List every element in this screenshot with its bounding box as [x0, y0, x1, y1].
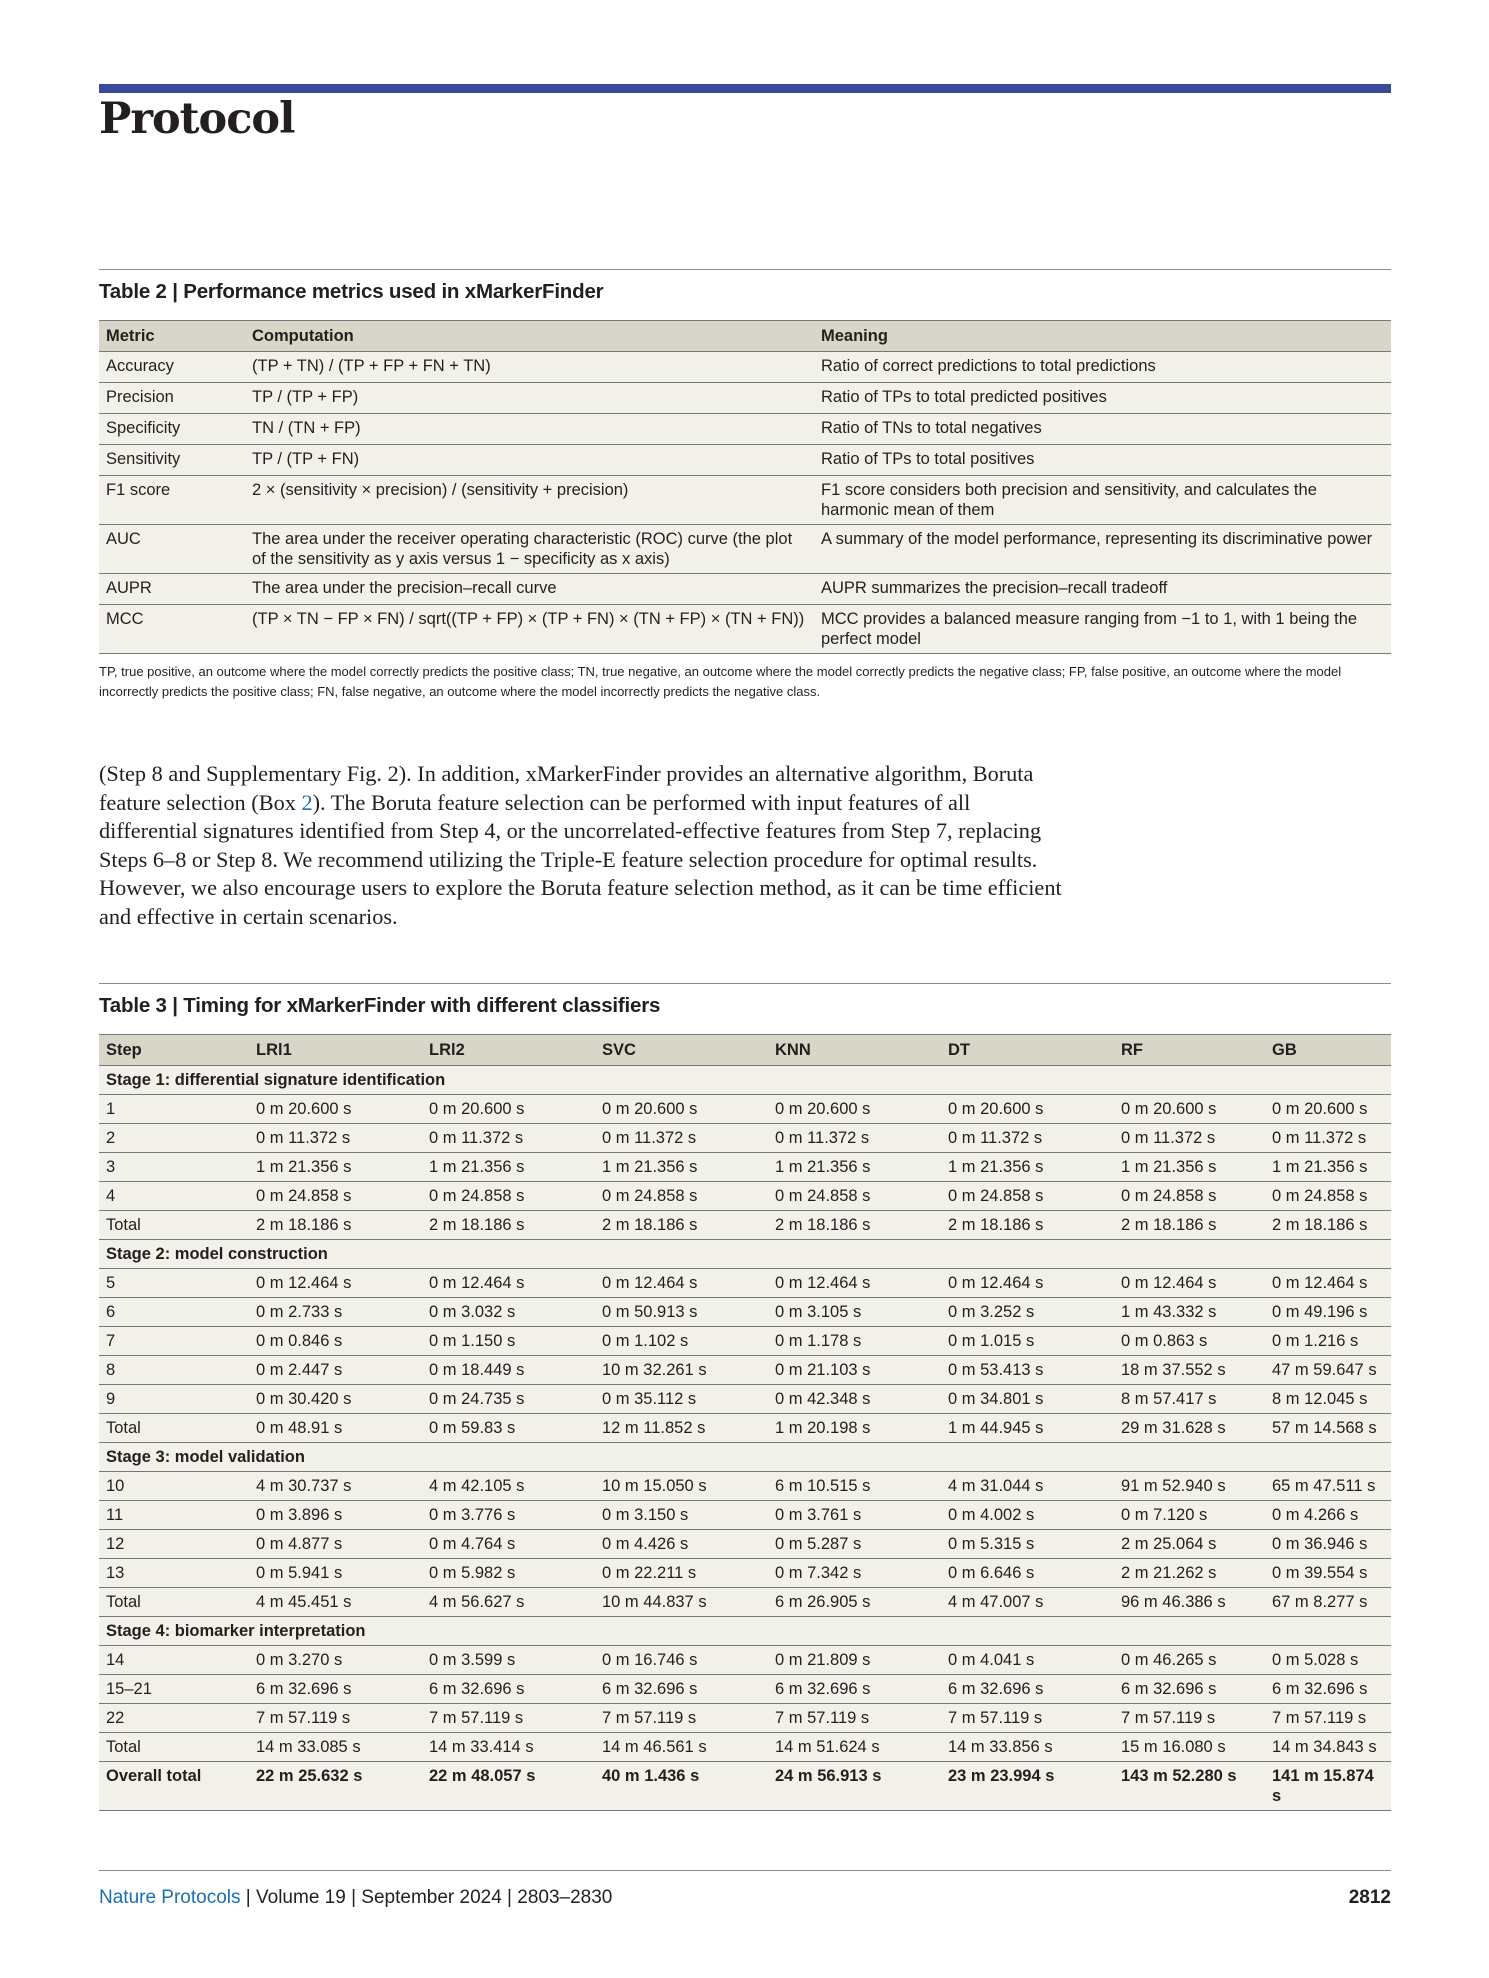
table-cell: 7 m 57.119 s [422, 1704, 595, 1733]
table-cell: 14 m 33.414 s [422, 1733, 595, 1762]
table-cell: 0 m 20.600 s [1265, 1095, 1391, 1124]
table-row [99, 1211, 1391, 1240]
table-2-header-row [99, 321, 1391, 352]
table-row [99, 414, 1391, 445]
table-cell: 2 m 18.186 s [595, 1211, 768, 1240]
table-cell: 91 m 52.940 s [1114, 1472, 1265, 1501]
table-cell: 2 m 18.186 s [941, 1211, 1114, 1240]
table-cell: 0 m 0.846 s [249, 1327, 422, 1356]
table-cell: The area under the precision–recall curve [245, 574, 814, 605]
table-cell: 6 m 32.696 s [768, 1675, 941, 1704]
table-cell: 0 m 20.600 s [768, 1095, 941, 1124]
table-cell: 0 m 20.600 s [941, 1095, 1114, 1124]
table-cell: 0 m 50.913 s [595, 1298, 768, 1327]
table-row [99, 1530, 1391, 1559]
table-cell: 1 [99, 1095, 249, 1124]
table-cell: 0 m 22.211 s [595, 1559, 768, 1588]
table-row [99, 1153, 1391, 1182]
column-header: LRl1 [249, 1035, 422, 1066]
table-cell: 4 m 56.627 s [422, 1588, 595, 1617]
table-cell: 0 m 42.348 s [768, 1385, 941, 1414]
table-cell: 6 m 26.905 s [768, 1588, 941, 1617]
table-cell: 12 m 11.852 s [595, 1414, 768, 1443]
table-row [99, 1733, 1391, 1762]
table-cell: AUPR summarizes the precision–recall tradeoff [814, 574, 1391, 605]
table-cell: 0 m 5.941 s [249, 1559, 422, 1588]
table-3-caption: Table 3 | Timing for xMarkerFinder with different classifiers [99, 994, 661, 1017]
table-cell: 0 m 24.858 s [1114, 1182, 1265, 1211]
table-cell: 96 m 46.386 s [1114, 1588, 1265, 1617]
table-cell: 0 m 21.809 s [768, 1646, 941, 1675]
table-cell: Total [99, 1211, 249, 1240]
table-cell: 0 m 3.776 s [422, 1501, 595, 1530]
table-row [99, 1646, 1391, 1675]
table-cell: 6 [99, 1298, 249, 1327]
table-2 [99, 320, 1391, 654]
table-cell: TP / (TP + FN) [245, 445, 814, 476]
table-cell: 0 m 11.372 s [249, 1124, 422, 1153]
column-header: Meaning [814, 321, 1391, 352]
table-cell: 0 m 3.599 s [422, 1646, 595, 1675]
table-row [99, 1414, 1391, 1443]
table-cell: 1 m 21.356 s [1114, 1153, 1265, 1182]
table-cell: 2 m 18.186 s [422, 1211, 595, 1240]
table-cell: 0 m 20.600 s [595, 1095, 768, 1124]
table-cell: 7 m 57.119 s [941, 1704, 1114, 1733]
table-cell: 0 m 2.447 s [249, 1356, 422, 1385]
table-row [99, 1501, 1391, 1530]
paragraph-text-start: (Step 8 and Supplementary Fig. 2). In addition, xMarkerFinder provides an alternative algorithm, Boruta feature selection (Box [99, 761, 1034, 815]
table-cell: 0 m 34.801 s [941, 1385, 1114, 1414]
column-header: LRl2 [422, 1035, 595, 1066]
table-cell: 0 m 24.858 s [249, 1182, 422, 1211]
table-row [99, 352, 1391, 383]
table-cell: 0 m 11.372 s [1265, 1124, 1391, 1153]
table-cell: 0 m 18.449 s [422, 1356, 595, 1385]
column-header: RF [1114, 1035, 1265, 1066]
table-cell: Accuracy [99, 352, 245, 383]
table-cell: Total [99, 1733, 249, 1762]
table-cell: 2 m 21.262 s [1114, 1559, 1265, 1588]
table-cell: 15 m 16.080 s [1114, 1733, 1265, 1762]
table-row [99, 1588, 1391, 1617]
table-cell: 0 m 11.372 s [941, 1124, 1114, 1153]
table-cell: 14 m 34.843 s [1265, 1733, 1391, 1762]
table-cell: 0 m 3.896 s [249, 1501, 422, 1530]
table-row [99, 1327, 1391, 1356]
table-cell: 0 m 35.112 s [595, 1385, 768, 1414]
table-cell: 0 m 2.733 s [249, 1298, 422, 1327]
table-cell: 2 m 18.186 s [249, 1211, 422, 1240]
table-3-header-row [99, 1035, 1391, 1066]
table-row [99, 605, 1391, 654]
paragraph-text-end: ). The Boruta feature selection can be performed with input features of all differential signatures identified from Step 4, or the uncorrelated-effective features from Step 7, replacing Steps 6–8 or Step 8. We recommend utilizing the Triple-E feature selection procedure for optimal results. However, we also encourage users to explore the Boruta feature selection method, as it can be time efficient and effective in certain scenarios. [99, 789, 1062, 929]
table-cell: 14 m 46.561 s [595, 1733, 768, 1762]
table-cell: A summary of the model performance, representing its discriminative power [814, 525, 1391, 574]
column-header: Metric [99, 321, 245, 352]
table-row [99, 1675, 1391, 1704]
table-cell: Ratio of TPs to total predicted positives [814, 383, 1391, 414]
table-cell: 0 m 7.342 s [768, 1559, 941, 1588]
table-cell: Precision [99, 383, 245, 414]
table-cell: 0 m 1.015 s [941, 1327, 1114, 1356]
footer-rule [99, 1870, 1391, 1871]
table-cell: 0 m 12.464 s [249, 1269, 422, 1298]
table-cell: 0 m 0.863 s [1114, 1327, 1265, 1356]
table-cell: 0 m 4.266 s [1265, 1501, 1391, 1530]
stage-heading-row [99, 1617, 1391, 1646]
table-cell: 6 m 10.515 s [768, 1472, 941, 1501]
table-cell: 3 [99, 1153, 249, 1182]
table-cell: (TP + TN) / (TP + FP + FN + TN) [245, 352, 814, 383]
table-cell: 8 m 12.045 s [1265, 1385, 1391, 1414]
table-cell: Overall total [99, 1762, 249, 1811]
table-cell: 0 m 1.150 s [422, 1327, 595, 1356]
table-cell: 0 m 5.287 s [768, 1530, 941, 1559]
table-cell: 0 m 4.041 s [941, 1646, 1114, 1675]
table-cell: 0 m 7.120 s [1114, 1501, 1265, 1530]
table-cell: 0 m 12.464 s [1114, 1269, 1265, 1298]
table-cell: 6 m 32.696 s [249, 1675, 422, 1704]
table-2-block [99, 269, 1391, 702]
table-cell: 0 m 16.746 s [595, 1646, 768, 1675]
table-cell: 9 [99, 1385, 249, 1414]
table-cell: 0 m 24.735 s [422, 1385, 595, 1414]
table-cell: 0 m 12.464 s [941, 1269, 1114, 1298]
table-row [99, 1472, 1391, 1501]
table-cell: 0 m 20.600 s [1114, 1095, 1265, 1124]
table-cell: 40 m 1.436 s [595, 1762, 768, 1811]
table-cell: 24 m 56.913 s [768, 1762, 941, 1811]
table-cell: 0 m 24.858 s [1265, 1182, 1391, 1211]
table-cell: 1 m 21.356 s [422, 1153, 595, 1182]
table-cell: 2 [99, 1124, 249, 1153]
table-cell: F1 score considers both precision and sensitivity, and calculates the harmonic mean of them [814, 476, 1391, 525]
page-number: 2812 [1348, 1887, 1391, 1908]
table-cell: 0 m 1.102 s [595, 1327, 768, 1356]
stage-heading-row [99, 1443, 1391, 1472]
table-row [99, 1298, 1391, 1327]
table-row [99, 1356, 1391, 1385]
table-row [99, 1704, 1391, 1733]
table-cell: Ratio of TNs to total negatives [814, 414, 1391, 445]
table-cell: 0 m 5.028 s [1265, 1646, 1391, 1675]
table-cell: Ratio of correct predictions to total predictions [814, 352, 1391, 383]
table-cell: 0 m 4.877 s [249, 1530, 422, 1559]
table-cell: Ratio of TPs to total positives [814, 445, 1391, 476]
table-cell: The area under the receiver operating characteristic (ROC) curve (the plot of the sensitivity as y axis versus 1 − specificity as x axis) [245, 525, 814, 574]
table-cell: 0 m 24.858 s [595, 1182, 768, 1211]
table-cell: 1 m 43.332 s [1114, 1298, 1265, 1327]
table-row [99, 1559, 1391, 1588]
table-cell: 14 m 51.624 s [768, 1733, 941, 1762]
journal-name-link[interactable]: Nature Protocols [99, 1887, 241, 1908]
table-cell: 1 m 20.198 s [768, 1414, 941, 1443]
table-cell: 1 m 21.356 s [595, 1153, 768, 1182]
column-header: SVC [595, 1035, 768, 1066]
table-cell: 0 m 3.270 s [249, 1646, 422, 1675]
table-row [99, 574, 1391, 605]
table-cell: 5 [99, 1269, 249, 1298]
table-cell: 4 [99, 1182, 249, 1211]
table-cell: 0 m 49.196 s [1265, 1298, 1391, 1327]
table-cell: 57 m 14.568 s [1265, 1414, 1391, 1443]
stage-heading: Stage 4: biomarker interpretation [99, 1617, 1391, 1646]
table-row [99, 445, 1391, 476]
table-cell: 22 m 48.057 s [422, 1762, 595, 1811]
table-row [99, 383, 1391, 414]
table-cell: 29 m 31.628 s [1114, 1414, 1265, 1443]
column-header: GB [1265, 1035, 1391, 1066]
table-cell: 0 m 24.858 s [422, 1182, 595, 1211]
stage-heading: Stage 2: model construction [99, 1240, 1391, 1269]
table-cell: 4 m 42.105 s [422, 1472, 595, 1501]
table-cell: 0 m 6.646 s [941, 1559, 1114, 1588]
column-header: Computation [245, 321, 814, 352]
stage-heading-row [99, 1240, 1391, 1269]
table-cell: (TP × TN − FP × FN) / sqrt((TP + FP) × (TP + FN) × (TN + FP) × (TN + FN)) [245, 605, 814, 654]
table-row [99, 1385, 1391, 1414]
table-cell: 2 m 18.186 s [1265, 1211, 1391, 1240]
table-cell: 11 [99, 1501, 249, 1530]
table-cell: 65 m 47.511 s [1265, 1472, 1391, 1501]
table-cell: TP / (TP + FP) [245, 383, 814, 414]
table-cell: 0 m 12.464 s [595, 1269, 768, 1298]
table-cell: F1 score [99, 476, 245, 525]
stage-heading: Stage 1: differential signature identification [99, 1066, 1391, 1095]
table-row [99, 1095, 1391, 1124]
table-cell: 15–21 [99, 1675, 249, 1704]
table-2-footnote: TP, true positive, an outcome where the model correctly predicts the positive class; TN, true negative, an outcome where the model correctly predicts the negative class; FP, false positive, an outcome where the model incorrectly predicts the positive class; FN, false negative, an outcome where the model incorrectly predicts the negative class. [99, 664, 1342, 699]
table-3-top-rule [99, 983, 1391, 984]
table-cell: 7 m 57.119 s [595, 1704, 768, 1733]
table-cell: Specificity [99, 414, 245, 445]
table-cell: 23 m 23.994 s [941, 1762, 1114, 1811]
table-cell: 0 m 39.554 s [1265, 1559, 1391, 1588]
table-cell: 7 m 57.119 s [1114, 1704, 1265, 1733]
table-cell: 0 m 11.372 s [422, 1124, 595, 1153]
table-cell: 1 m 21.356 s [941, 1153, 1114, 1182]
footer-citation [99, 1887, 612, 1909]
box-reference-link[interactable]: 2 [301, 789, 313, 815]
table-cell: 0 m 12.464 s [422, 1269, 595, 1298]
table-cell: 10 m 15.050 s [595, 1472, 768, 1501]
table-cell: 1 m 44.945 s [941, 1414, 1114, 1443]
table-cell: 1 m 21.356 s [768, 1153, 941, 1182]
table-cell: 0 m 4.426 s [595, 1530, 768, 1559]
table-cell: 14 m 33.085 s [249, 1733, 422, 1762]
table-cell: 0 m 21.103 s [768, 1356, 941, 1385]
table-cell: 1 m 21.356 s [1265, 1153, 1391, 1182]
table-cell: 0 m 5.315 s [941, 1530, 1114, 1559]
column-header: DT [941, 1035, 1114, 1066]
table-cell: 8 [99, 1356, 249, 1385]
table-cell: 2 m 18.186 s [1114, 1211, 1265, 1240]
table-cell: 6 m 32.696 s [1265, 1675, 1391, 1704]
table-cell: 12 [99, 1530, 249, 1559]
table-cell: 2 m 25.064 s [1114, 1530, 1265, 1559]
table-cell: 0 m 11.372 s [768, 1124, 941, 1153]
table-cell: 6 m 32.696 s [595, 1675, 768, 1704]
table-cell: 4 m 30.737 s [249, 1472, 422, 1501]
table-cell: 4 m 45.451 s [249, 1588, 422, 1617]
table-cell: 14 m 33.856 s [941, 1733, 1114, 1762]
table-cell: 8 m 57.417 s [1114, 1385, 1265, 1414]
table-cell: 0 m 36.946 s [1265, 1530, 1391, 1559]
volume-info: | Volume 19 | September 2024 | 2803–2830 [240, 1887, 613, 1908]
table-cell: 0 m 4.764 s [422, 1530, 595, 1559]
column-header: KNN [768, 1035, 941, 1066]
table-cell: 0 m 3.761 s [768, 1501, 941, 1530]
table-cell: 0 m 1.178 s [768, 1327, 941, 1356]
table-cell: MCC [99, 605, 245, 654]
table-3 [99, 1034, 1391, 1811]
table-cell: 7 m 57.119 s [1265, 1704, 1391, 1733]
table-cell: 0 m 3.105 s [768, 1298, 941, 1327]
header-rule [99, 84, 1391, 93]
table-cell: 13 [99, 1559, 249, 1588]
table-cell: 10 m 32.261 s [595, 1356, 768, 1385]
table-cell: 0 m 30.420 s [249, 1385, 422, 1414]
table-cell: 0 m 46.265 s [1114, 1646, 1265, 1675]
table-cell: 0 m 3.252 s [941, 1298, 1114, 1327]
table-cell: 0 m 11.372 s [1114, 1124, 1265, 1153]
table-cell: 7 m 57.119 s [249, 1704, 422, 1733]
table-cell: 6 m 32.696 s [1114, 1675, 1265, 1704]
table-cell: TN / (TN + FP) [245, 414, 814, 445]
table-cell: 0 m 24.858 s [768, 1182, 941, 1211]
column-header: Step [99, 1035, 249, 1066]
table-cell: 1 m 21.356 s [249, 1153, 422, 1182]
table-cell: 14 [99, 1646, 249, 1675]
table-cell: 0 m 11.372 s [595, 1124, 768, 1153]
table-cell: 143 m 52.280 s [1114, 1762, 1265, 1811]
table-cell: 2 m 18.186 s [768, 1211, 941, 1240]
table-cell: Total [99, 1588, 249, 1617]
table-cell: 0 m 48.91 s [249, 1414, 422, 1443]
table-row [99, 1269, 1391, 1298]
table-cell: Sensitivity [99, 445, 245, 476]
table-3-block [99, 983, 1391, 1811]
table-cell: 0 m 1.216 s [1265, 1327, 1391, 1356]
table-cell: 141 m 15.874 s [1265, 1762, 1391, 1811]
table-cell: AUC [99, 525, 245, 574]
table-cell: Total [99, 1414, 249, 1443]
table-cell: 0 m 4.002 s [941, 1501, 1114, 1530]
table-cell: 0 m 5.982 s [422, 1559, 595, 1588]
table-cell: 0 m 12.464 s [1265, 1269, 1391, 1298]
table-cell: 4 m 47.007 s [941, 1588, 1114, 1617]
table-cell: 47 m 59.647 s [1265, 1356, 1391, 1385]
table-2-caption: Table 2 | Performance metrics used in xMarkerFinder [99, 280, 604, 303]
table-cell: 22 [99, 1704, 249, 1733]
table-cell: 0 m 53.413 s [941, 1356, 1114, 1385]
table-cell: 10 m 44.837 s [595, 1588, 768, 1617]
table-cell: AUPR [99, 574, 245, 605]
table-row [99, 525, 1391, 574]
table-cell: 6 m 32.696 s [422, 1675, 595, 1704]
table-cell: 0 m 20.600 s [422, 1095, 595, 1124]
table-cell: 0 m 3.150 s [595, 1501, 768, 1530]
overall-total-row [99, 1762, 1391, 1811]
table-row [99, 1124, 1391, 1153]
table-cell: 0 m 24.858 s [941, 1182, 1114, 1211]
body-paragraph [99, 760, 1069, 932]
table-cell: 4 m 31.044 s [941, 1472, 1114, 1501]
table-cell: 10 [99, 1472, 249, 1501]
section-title: Protocol [99, 94, 295, 144]
table-2-top-rule [99, 269, 1391, 270]
table-cell: 0 m 20.600 s [249, 1095, 422, 1124]
table-cell: 67 m 8.277 s [1265, 1588, 1391, 1617]
table-row [99, 476, 1391, 525]
table-cell: 0 m 12.464 s [768, 1269, 941, 1298]
table-cell: 6 m 32.696 s [941, 1675, 1114, 1704]
stage-heading-row [99, 1066, 1391, 1095]
table-cell: 22 m 25.632 s [249, 1762, 422, 1811]
table-row [99, 1182, 1391, 1211]
table-cell: 2 × (sensitivity × precision) / (sensitivity + precision) [245, 476, 814, 525]
table-cell: 0 m 59.83 s [422, 1414, 595, 1443]
stage-heading: Stage 3: model validation [99, 1443, 1391, 1472]
table-cell: 7 m 57.119 s [768, 1704, 941, 1733]
table-cell: MCC provides a balanced measure ranging from −1 to 1, with 1 being the perfect model [814, 605, 1391, 654]
table-cell: 0 m 3.032 s [422, 1298, 595, 1327]
table-cell: 7 [99, 1327, 249, 1356]
table-cell: 18 m 37.552 s [1114, 1356, 1265, 1385]
